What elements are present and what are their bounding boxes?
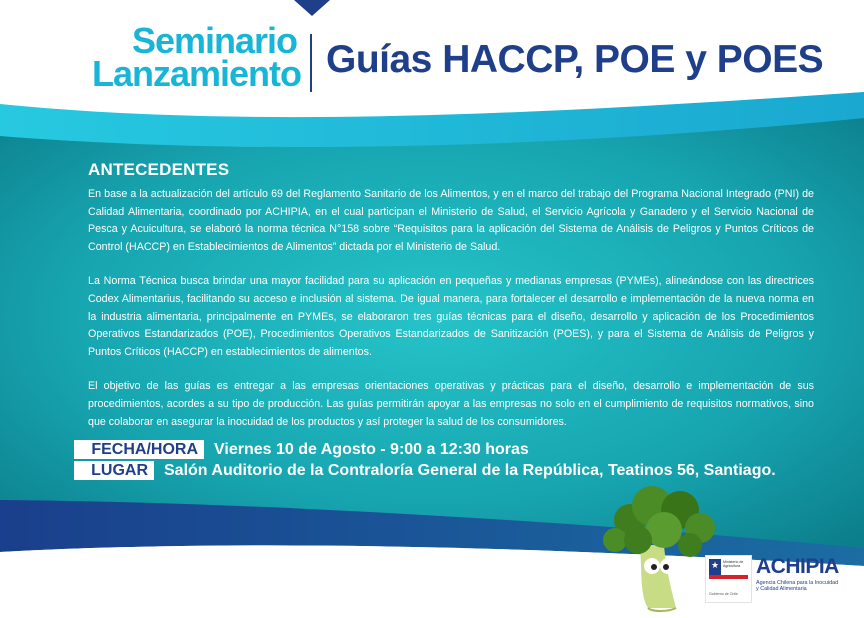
title-line-seminario: Seminario [131, 20, 297, 61]
star-icon: ★ [711, 560, 720, 570]
paragraph-2: La Norma Técnica busca brindar una mayor facilidad para su aplicación en pequeñas y medianas empresas (PYMEs), alineándose con las directrices Codex Alimentarius, facilitando su acceso e inclusión al sistema. De igual manera, para fortalecer el desarrollo e implementación de la nueva norma en la industria alimentaria, principalmente en PYMEs, se elaboraron tres guías técnicas para el diseño, desarrollo y aplicación de los Procedimientos Operativos Estandarizados (POE), Procedimientos Operativos Estandarizados de Sanitización (POES), y para el Sistema de Análisis de Peligros y Puntos Críticos (HACCP) en establecimientos de alimentos. [88, 275, 814, 358]
date-label: FECHA/HORA [74, 440, 204, 459]
government-logo [706, 556, 751, 602]
paragraph-1: En base a la actualización del artículo 69 del Reglamento Sanitario de los Alimentos, y en el marco del trabajo del Programa Nacional Integrado (PNI) de Calidad Alimentaria, coordinado por ACHIPIA, en el cual participan el Ministerio de Salud, el Servicio Agrícola y Ganadero y el Servicio Nacional de Pesca y Acuicultura, se elaboró la norma técnica N°158 sobre “Requisitos para la aplicación del Sistema de Análisis de Peligros y Puntos Críticos de Control (HACCP) en Establecimientos de Alimentos” dictada por el Ministerio de Salud. [88, 188, 814, 253]
place-value: Salón Auditorio de la Contraloría General de la República, Teatinos 56, Santiago. [164, 461, 776, 479]
antecedentes-section [88, 160, 814, 431]
date-value: Viernes 10 de Agosto - 9:00 a 12:30 horas [214, 440, 529, 458]
title-seminar-launch [92, 20, 302, 94]
top-notch [294, 0, 330, 16]
date-row [74, 440, 529, 459]
achipia-subtitle-2: y Calidad Alimentaria [756, 586, 807, 593]
gov-logo-bottom: Gobierno de Chile [709, 592, 738, 596]
title-divider [310, 34, 312, 92]
title-guides: Guías HACCP, POE y POES [326, 38, 824, 81]
place-label: LUGAR [74, 461, 154, 480]
paragraph-3: El objetivo de las guías es entregar a las empresas orientaciones operativas y prácticas para el diseño, desarrollo e implementación de sus procedimientos, acordes a su tipo de producción. Las guías permitirán apoyar a las empresas no solo en el cumplimiento de requisitos normativos, sino que colaborar en asegurar la inocuidad de los productos y así proteger la salud de los consumidores. [88, 380, 814, 428]
title-line-lanzamiento: Lanzamiento [92, 53, 302, 94]
gov-logo-text: Ministerio de Agricultura [723, 560, 744, 569]
place-row [74, 461, 776, 480]
section-heading: ANTECEDENTES [88, 160, 230, 179]
achipia-logo [756, 556, 839, 593]
achipia-name: ACHIPIA [756, 555, 839, 578]
footer-logos [706, 556, 839, 602]
achipia-subtitle-1: Agencia Chilena para la Inocuidad [756, 580, 839, 586]
